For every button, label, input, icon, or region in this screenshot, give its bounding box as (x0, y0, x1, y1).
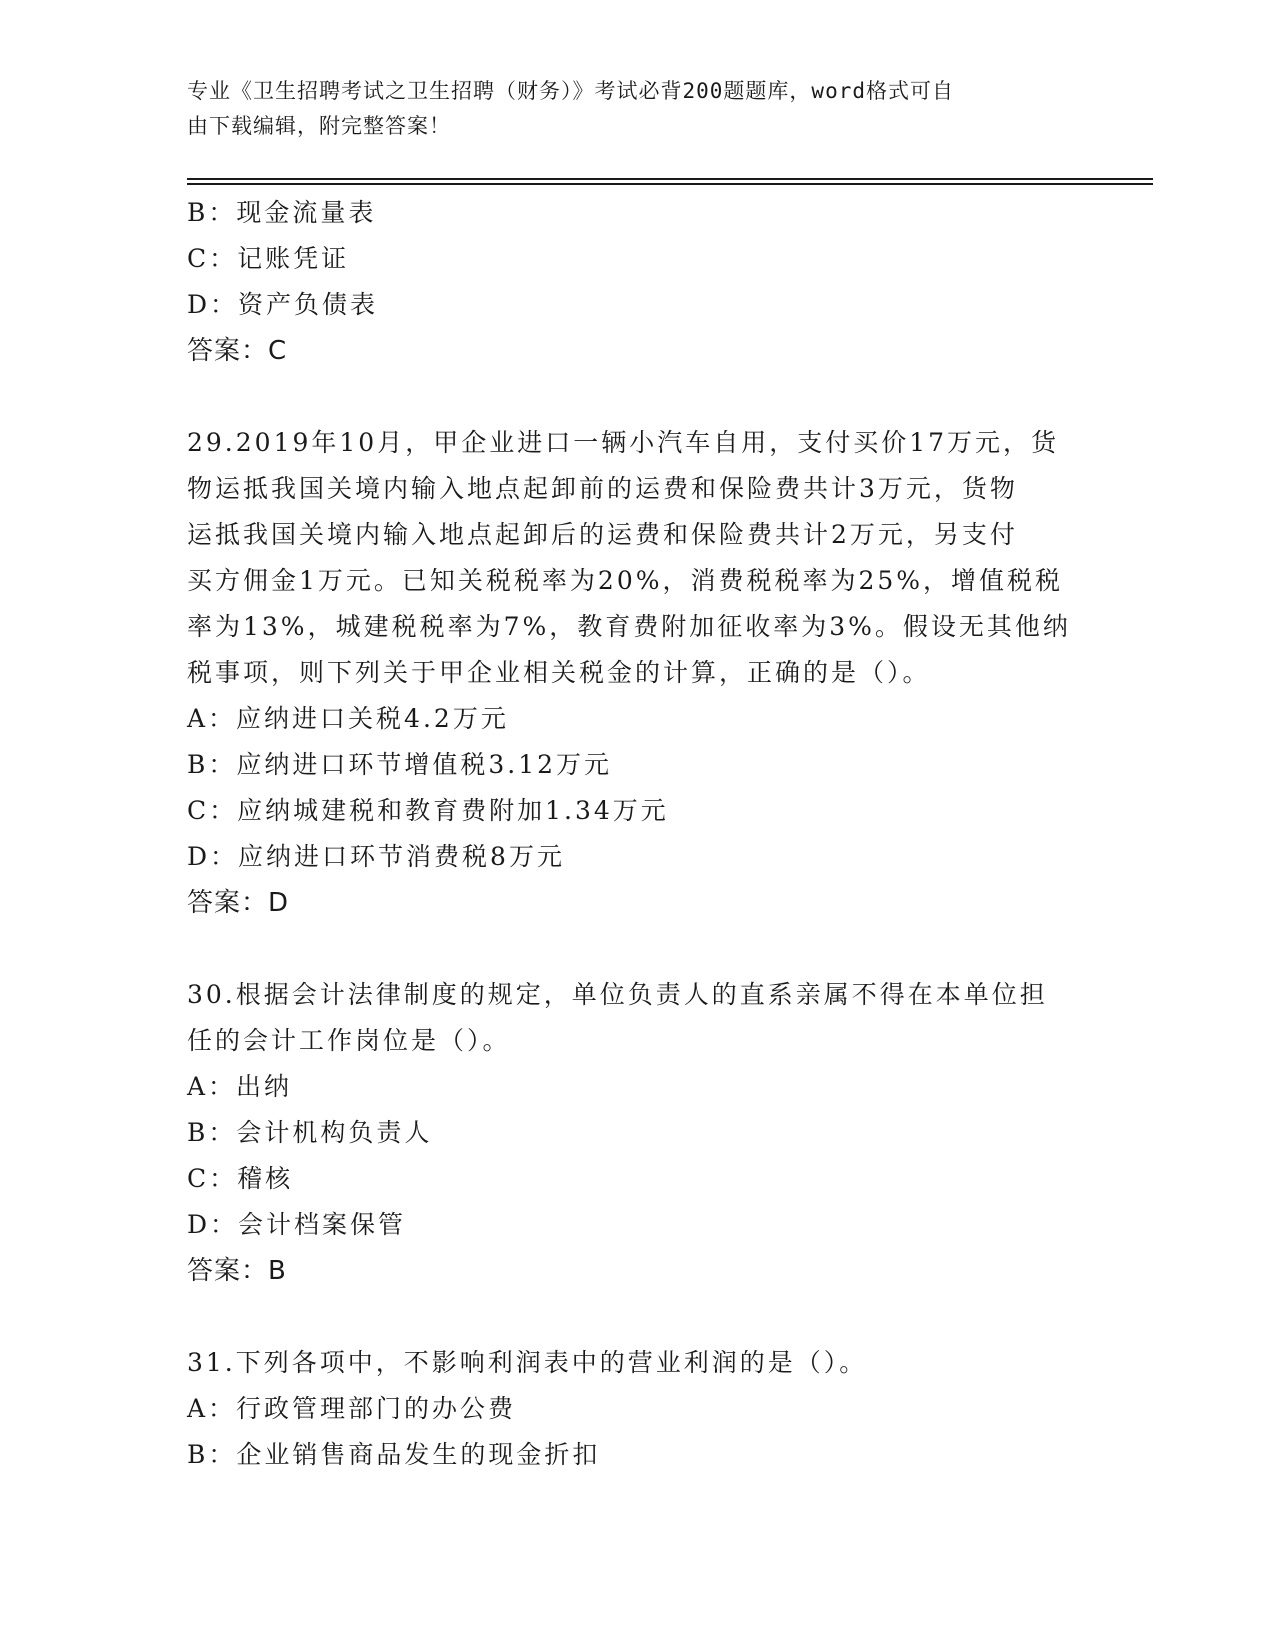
answer-line: 答案：C (187, 336, 288, 366)
document-body (187, 190, 1087, 1478)
option-b: B：会计机构负责人 (187, 1118, 433, 1147)
header-rule-top (187, 178, 1153, 180)
option-c: C：应纳城建税和教育费附加1.34万元 (187, 796, 669, 825)
option-d: D：资产负债表 (187, 290, 379, 319)
option-a: A：应纳进口关税4.2万元 (187, 704, 509, 733)
question-30 (187, 972, 1087, 1294)
spacer (187, 1294, 1087, 1340)
prev-question (187, 190, 1087, 374)
option-c: C：稽核 (187, 1164, 294, 1193)
question-stem-line: 物运抵我国关境内输入地点起卸前的运费和保险费共计3万元，货物 (187, 474, 1018, 503)
option-d: D：应纳进口环节消费税8万元 (187, 842, 565, 871)
spacer (187, 374, 1087, 420)
question-stem-line: 任的会计工作岗位是（）。 (187, 1026, 511, 1055)
option-d: D：会计档案保管 (187, 1210, 407, 1239)
option-b: B：应纳进口环节增值税3.12万元 (187, 750, 613, 779)
question-stem-line: 率为13%，城建税税率为7%，教育费附加征收率为3%。假设无其他纳 (187, 612, 1071, 641)
option-b: B：现金流量表 (187, 198, 377, 227)
option-a: A：行政管理部门的办公费 (187, 1394, 517, 1423)
spacer (187, 926, 1087, 972)
question-stem-line: 30.根据会计法律制度的规定，单位负责人的直系亲属不得在本单位担 (187, 980, 1048, 1009)
option-b: B：企业销售商品发生的现金折扣 (187, 1440, 601, 1469)
question-31 (187, 1340, 1087, 1478)
option-c: C：记账凭证 (187, 244, 350, 273)
answer-line: 答案：B (187, 1256, 287, 1286)
question-stem-line: 买方佣金1万元。已知关税税率为20%，消费税税率为25%，增值税税 (187, 566, 1064, 595)
header-line-1: 专业《卫生招聘考试之卫生招聘（财务）》考试必背200题题库，word格式可自 (187, 79, 954, 103)
question-stem-line: 运抵我国关境内输入地点起卸后的运费和保险费共计2万元，另支付 (187, 520, 1018, 549)
header-line-2: 由下载编辑，附完整答案！ (187, 114, 451, 138)
header-rule-bottom (187, 183, 1153, 185)
question-stem-line: 31.下列各项中，不影响利润表中的营业利润的是（）。 (187, 1348, 868, 1377)
option-a: A：出纳 (187, 1072, 293, 1101)
page-header (187, 74, 1087, 144)
answer-line: 答案：D (187, 888, 290, 918)
question-stem-line: 税事项，则下列关于甲企业相关税金的计算，正确的是（）。 (187, 658, 931, 687)
question-29 (187, 420, 1087, 926)
question-stem-line: 29.2019年10月，甲企业进口一辆小汽车自用，支付买价17万元，货 (187, 428, 1060, 457)
